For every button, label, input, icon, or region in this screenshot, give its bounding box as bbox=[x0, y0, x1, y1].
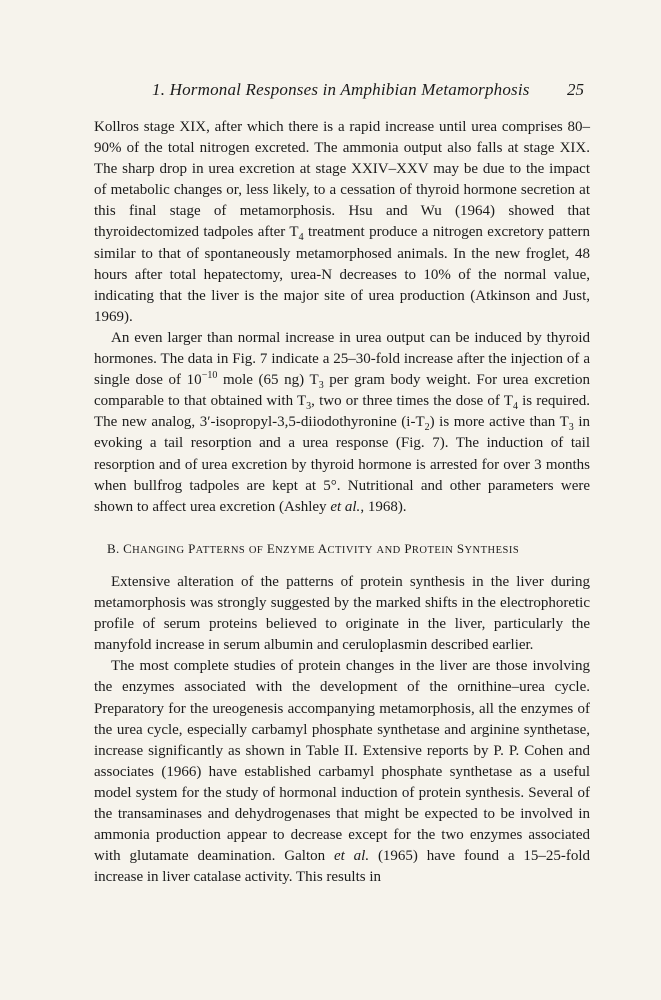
heading-cap: E bbox=[266, 541, 276, 556]
text-run: Kollros stage XIX, after which there is a rapid increase until urea comprises 80–90% of the total nitrogen excreted. The ammonia output also falls at stage XIX. The sharp drop in urea excretion at stage XXIV–XXV may be due to the impact of metabolic changes or, less likely, to a cessation of thyroid hormone secretion at this final stage of metamorphosis. Hsu and Wu (1964) showed that thyroidectomized tadpoles after T bbox=[94, 119, 590, 241]
text-run: ) is more active than T bbox=[429, 414, 569, 431]
heading-smallcaps: NZYME bbox=[275, 545, 315, 556]
subscript: 4 bbox=[512, 401, 518, 413]
subscript: 3 bbox=[318, 380, 324, 392]
heading-smallcaps: YNTHESIS bbox=[464, 545, 520, 556]
section-heading bbox=[107, 541, 587, 557]
heading-smallcaps: OF bbox=[248, 545, 264, 556]
text-run: An even larger than normal increase in urea output can be induced by thyroid hormones. The data in Fig. 7 indicate a 25–30-fold increase after the injection of a single dose of 10 bbox=[94, 329, 590, 389]
paragraph-urea-nitrogen bbox=[94, 117, 590, 328]
italic-et-al: et al. bbox=[333, 848, 370, 865]
section-b-body bbox=[94, 572, 590, 888]
text-run: is required. The new analog, 3′-isopropyl-3,5-diiodothyronine (i-T bbox=[94, 393, 590, 431]
subscript: 3 bbox=[306, 401, 312, 413]
section-a-continued bbox=[94, 117, 590, 518]
heading-cap: P bbox=[404, 541, 412, 556]
text-run: per gram body weight. For urea excretion comparable to that obtained with T bbox=[94, 372, 591, 410]
heading-smallcaps: AND bbox=[376, 545, 401, 556]
text-run: , two or three times the dose of T bbox=[311, 393, 513, 410]
text-run: mole (65 ng) T bbox=[217, 372, 319, 389]
running-head bbox=[94, 80, 590, 102]
subscript: 4 bbox=[298, 232, 304, 244]
heading-cap: C bbox=[123, 541, 133, 556]
heading-smallcaps: ATTERNS bbox=[195, 545, 246, 556]
heading-cap: A bbox=[317, 541, 328, 556]
paragraph-protein-synthesis: Extensive alteration of the patterns of protein synthesis in the liver during metamorphosis was strongly suggested by the marked shifts in the electrophoretic profile of serum proteins believed to originate in the liver, particularly the manyfold increase in serum albumin and ceruloplasmin described earlier. bbox=[94, 574, 590, 654]
text-run: treatment produce a nitrogen excretory pattern similar to that of spontaneously metamorphosed animals. In the new froglet, 48 hours after total hepatectomy, urea-N decreases to 10% of the normal value, indicating that the liver is the major site of urea production (Atkinson and Just, 1969). bbox=[94, 224, 590, 325]
subscript: 2 bbox=[424, 422, 430, 434]
text-run: , 1968). bbox=[360, 498, 407, 515]
heading-smallcaps: HANGING bbox=[132, 545, 185, 556]
paragraph-urea-cycle-enzymes bbox=[94, 656, 590, 888]
text-run: in evoking a tail resorption and a urea response (Fig. 7). The induction of tail resorption and of urea excretion by thyroid hormone is arrested for over 3 months when bullfrog tadpoles are kept at 5°. Nutritional and other parameters were shown to affect urea excretion (Ashley bbox=[94, 414, 590, 515]
subscript: 3 bbox=[568, 422, 574, 434]
italic-et-al: et al. bbox=[330, 498, 361, 515]
heading-cap: S bbox=[456, 541, 465, 556]
heading-cap: P bbox=[188, 541, 196, 556]
heading-smallcaps: CTIVITY bbox=[327, 545, 373, 556]
section-label: B. bbox=[107, 541, 124, 556]
running-title: 1. Hormonal Responses in Amphibian Metamorphosis bbox=[152, 80, 530, 99]
text-run: (1965) have found a 15–25-fold increase in liver catalase activity. This results in bbox=[94, 848, 590, 886]
superscript: −10 bbox=[201, 370, 218, 382]
heading-smallcaps: ROTEIN bbox=[411, 545, 454, 556]
text-run: The most complete studies of protein changes in the liver are those involving the enzymes associated with the development of the ornithine–urea cycle. Preparatory for the ureogenesis accompanying metamorphosis, all the enzymes of the urea cycle, especially carbamyl phosphate synthetase and arginine synthetase, increase significantly as shown in Table II. Extensive reports by P. P. Cohen and associates (1966) have established carbamyl phosphate synthetase as a useful model system for the study of hormonal induction of protein synthesis. Several of the transaminases and dehydrogenases that might be expected to be involved in ammonia production appear to decrease except for the two enzymes associated with glutamate deamination. Galton bbox=[94, 658, 590, 865]
page-number: 25 bbox=[567, 80, 584, 99]
paragraph-thyroid-induction bbox=[94, 328, 590, 518]
